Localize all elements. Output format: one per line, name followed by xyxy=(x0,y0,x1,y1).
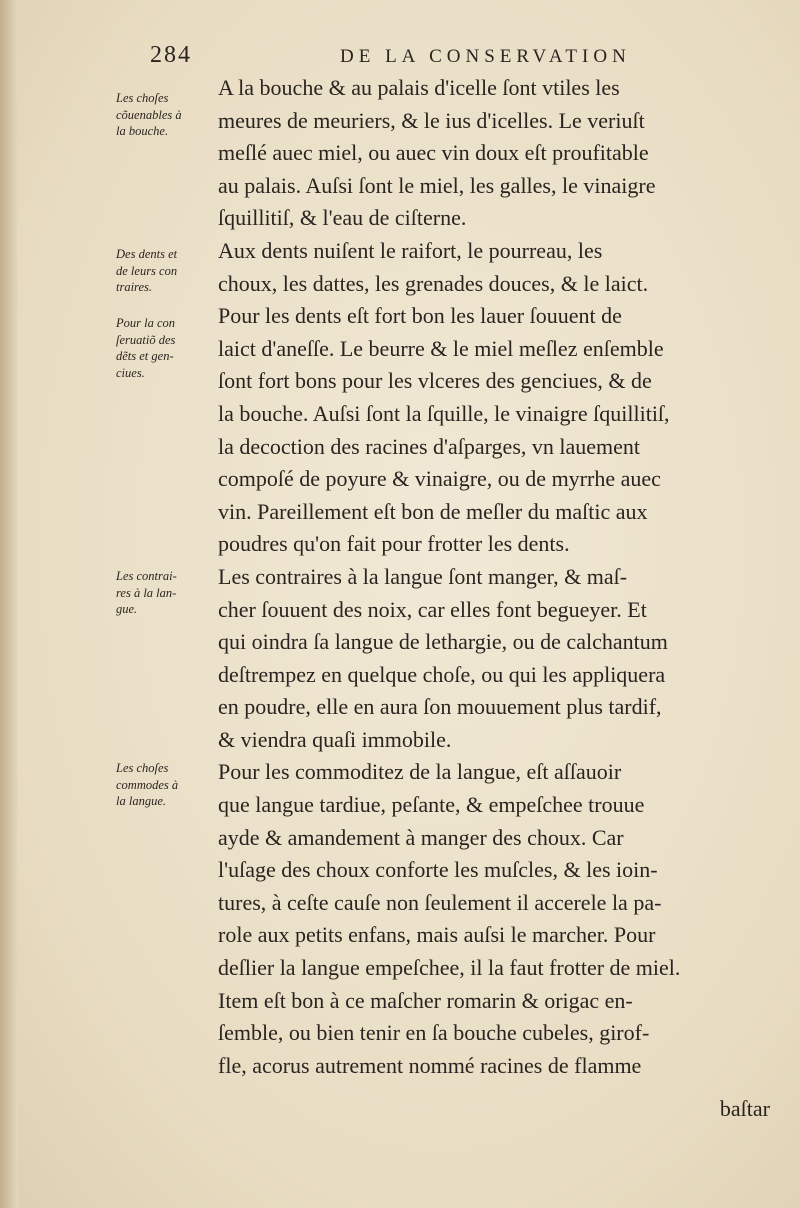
text-line: la decoction des racines d'aſparges, vn lauement xyxy=(218,433,641,459)
text-line: qui oindra ſa langue de lethargie, ou de calchantum xyxy=(218,629,668,655)
text-line: tures, à ceſte cauſe non ſeulement il accerele la pa- xyxy=(218,889,662,915)
text-line: & viendra quaſi immobile. xyxy=(218,726,452,752)
text-line: fle, acorus autrement nommé racines de flamme xyxy=(218,1052,642,1078)
side-note-line: de leurs con xyxy=(116,263,178,278)
text-line: Les contraires à la langue ſont manger, & maſ- xyxy=(218,563,628,589)
page-header xyxy=(150,42,730,72)
text-line: cher ſouuent des noix, car elles font begueyer. Et xyxy=(218,596,647,622)
text-line: deſtrempez en quelque choſe, ou qui les appliquera xyxy=(218,661,666,687)
text-line: la bouche. Auſsi ſont la ſquille, le vinaigre ſquillitiſ, xyxy=(218,400,670,426)
text-line: role aux petits enfans, mais auſsi le marcher. Pour xyxy=(218,922,656,948)
text-line: ſquillitiſ, & l'eau de ciſterne. xyxy=(218,205,467,231)
side-note-line: ciues. xyxy=(116,365,145,380)
side-note xyxy=(116,90,206,140)
side-note-line: commodes à xyxy=(116,777,179,792)
side-note-line: Les contrai- xyxy=(116,569,177,583)
side-note-line: la bouche. xyxy=(116,124,169,138)
side-note-line: Les choſes xyxy=(116,761,169,775)
text-line: ſont fort bons pour les vlceres des genciues, & de xyxy=(218,368,652,394)
side-note xyxy=(116,760,206,810)
text-line: au palais. Auſsi ſont le miel, les galles, le vinaigre xyxy=(218,172,656,198)
text-line: Item eſt bon à ce maſcher romarin & origac en- xyxy=(218,987,633,1013)
text-line: poudres qu'on fait pour frotter les dents. xyxy=(218,531,570,557)
side-note xyxy=(116,568,206,618)
side-note-line: cõuenables à xyxy=(116,107,182,122)
text-line: meures de meuriers, & le ius d'icelles. Le veriuſt xyxy=(218,107,645,133)
side-note-line: Pour la con xyxy=(116,316,176,330)
page-gutter xyxy=(0,0,18,1208)
text-line: A la bouche & au palais d'icelle ſont vtiles les xyxy=(218,75,620,100)
side-note-line: Des dents et xyxy=(116,247,178,261)
text-line: ayde & amandement à manger des choux. Car xyxy=(218,824,624,850)
text-line: Pour les dents eſt fort bon les lauer ſouuent de xyxy=(218,303,622,329)
text-line: choux, les dattes, les grenades douces, & le laict. xyxy=(218,270,649,296)
text-line: deſlier la langue empeſchee, il la faut frotter de miel. xyxy=(218,955,681,981)
text-line: Pour les commoditez de la langue, eſt aſſauoir xyxy=(218,759,622,785)
text-line: que langue tardiue, peſante, & empeſchee trouue xyxy=(218,792,645,818)
body-text xyxy=(218,72,783,1082)
folio-number: 284 xyxy=(150,42,192,68)
side-note-line: ſeruatiõ des xyxy=(116,332,176,347)
running-title: DE LA CONSERVATION xyxy=(340,46,631,67)
text-line: vin. Pareillement eſt bon de meſler du maſtic aux xyxy=(218,498,648,524)
side-note-line: gue. xyxy=(116,602,138,616)
text-line: compoſé de poyure & vinaigre, ou de myrrhe auec xyxy=(218,466,661,492)
side-note xyxy=(116,315,206,381)
side-note-line: res à la lan- xyxy=(116,585,177,600)
side-note-line: traires. xyxy=(116,280,152,294)
side-note-line: Les choſes xyxy=(116,91,169,105)
text-line: laict d'aneſſe. Le beurre & le miel meſlez enſemble xyxy=(218,335,664,361)
catchword: baſtar xyxy=(719,1096,770,1121)
side-note-line: dẽts et gen- xyxy=(116,349,174,363)
text-line: en poudre, elle en aura ſon mouuement plus tardif, xyxy=(218,694,662,720)
text-line: Aux dents nuiſent le raifort, le pourreau, les xyxy=(218,237,603,263)
text-line: ſemble, ou bien tenir en ſa bouche cubeles, girof- xyxy=(218,1020,650,1046)
side-note-line: la langue. xyxy=(116,794,166,808)
text-line: l'uſage des choux conforte les muſcles, & les ioin- xyxy=(218,857,658,883)
side-note xyxy=(116,246,206,296)
text-line: meſlé auec miel, ou auec vin doux eſt proufitable xyxy=(218,140,649,166)
